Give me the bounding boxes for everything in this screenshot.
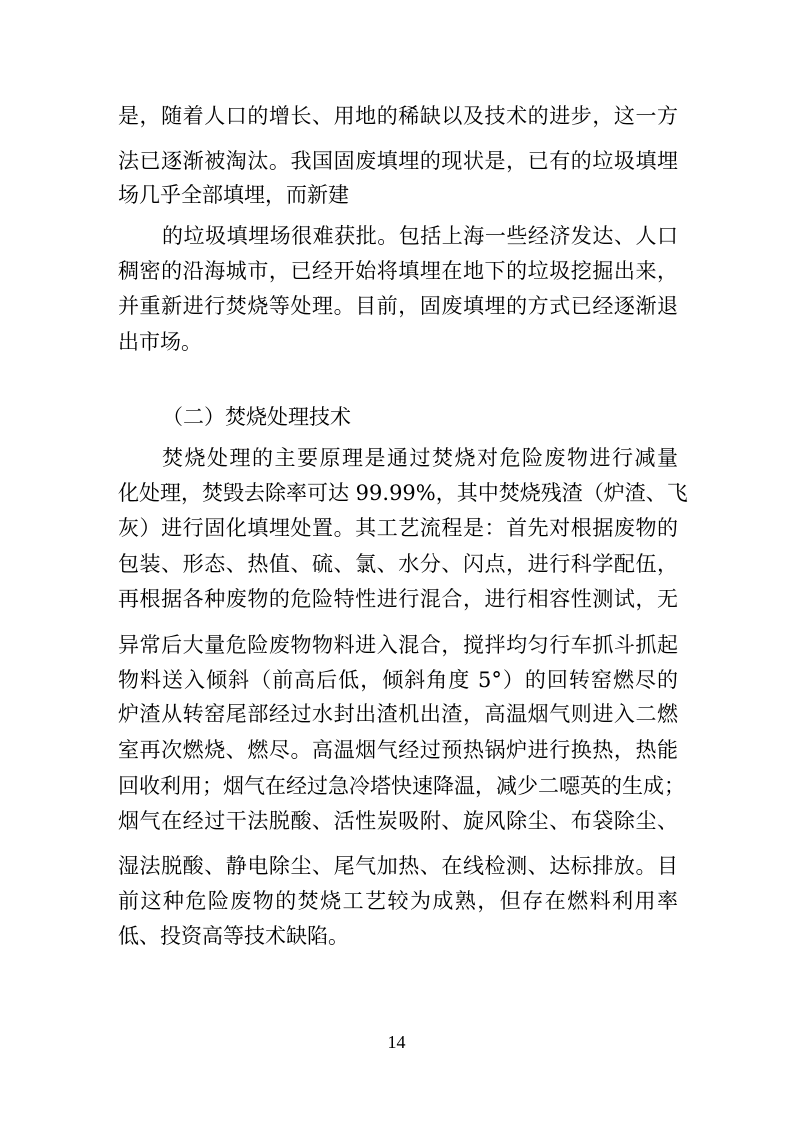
paragraph-3-line-8: 炉渣从转窑尾部经过水封出渣机出渣，高温烟气则进入二燃 (118, 702, 678, 726)
section-heading: （二）焚烧处理技术 (162, 405, 351, 429)
paragraph-1-line-1: 是，随着人口的增长、用地的稀缺以及技术的进步，这一方 (118, 104, 678, 128)
paragraph-1-line-2: 法已逐渐被淘汰。我国固废填埋的现状是，已有的垃圾填埋 (118, 149, 678, 173)
paragraph-3-line-9: 室再次燃烧、燃尽。高温烟气经过预热锅炉进行换热，热能 (118, 738, 678, 762)
paragraph-2-line-4: 出市场。 (118, 330, 202, 354)
paragraph-1-line-3: 场几乎全部填埋，而新建 (118, 183, 349, 207)
paragraph-3-line-10: 回收利用；烟气在经过急冷塔快速降温，减少二噁英的生成； (118, 774, 685, 798)
paragraph-3-line-11: 烟气在经过干法脱酸、活性炭吸附、旋风除尘、布袋除尘、 (118, 809, 678, 833)
paragraph-3-line-6: 异常后大量危险废物物料进入混合，搅拌均匀行车抓斗抓起 (118, 633, 678, 657)
paragraph-3-line-5: 再根据各种废物的危险特性进行混合，进行相容性测试，无 (118, 587, 678, 611)
page-number: 14 (387, 1032, 406, 1052)
paragraph-3-line-1: 焚烧处理的主要原理是通过焚烧对危险废物进行减量 (162, 446, 678, 470)
paragraph-3-line-13: 前这种危险废物的焚烧工艺较为成熟，但存在燃料利用率 (118, 889, 678, 913)
paragraph-3-line-14: 低、投资高等技术缺陷。 (118, 924, 349, 948)
paragraph-2-line-3: 并重新进行焚烧等处理。目前，固废填埋的方式已经逐渐退 (118, 294, 678, 318)
paragraph-3-line-4: 包装、形态、热值、硫、氯、水分、闪点，进行科学配伍， (118, 552, 678, 576)
paragraph-3-line-7: 物料送入倾斜（前高后低，倾斜角度 5°）的回转窑燃尽的 (118, 668, 678, 692)
paragraph-3-line-3: 灰）进行固化填埋处置。其工艺流程是：首先对根据废物的 (118, 516, 678, 540)
paragraph-3-line-12: 湿法脱酸、静电除尘、尾气加热、在线检测、达标排放。目 (118, 854, 678, 878)
paragraph-2-line-1: 的垃圾填埋场很难获批。包括上海一些经济发达、人口 (162, 224, 678, 248)
paragraph-3-line-2: 化处理，焚毁去除率可达 99.99%，其中焚烧残渣（炉渣、飞 (118, 481, 688, 505)
paragraph-2-line-2: 稠密的沿海城市，已经开始将填埋在地下的垃圾挖掘出来， (118, 259, 678, 283)
